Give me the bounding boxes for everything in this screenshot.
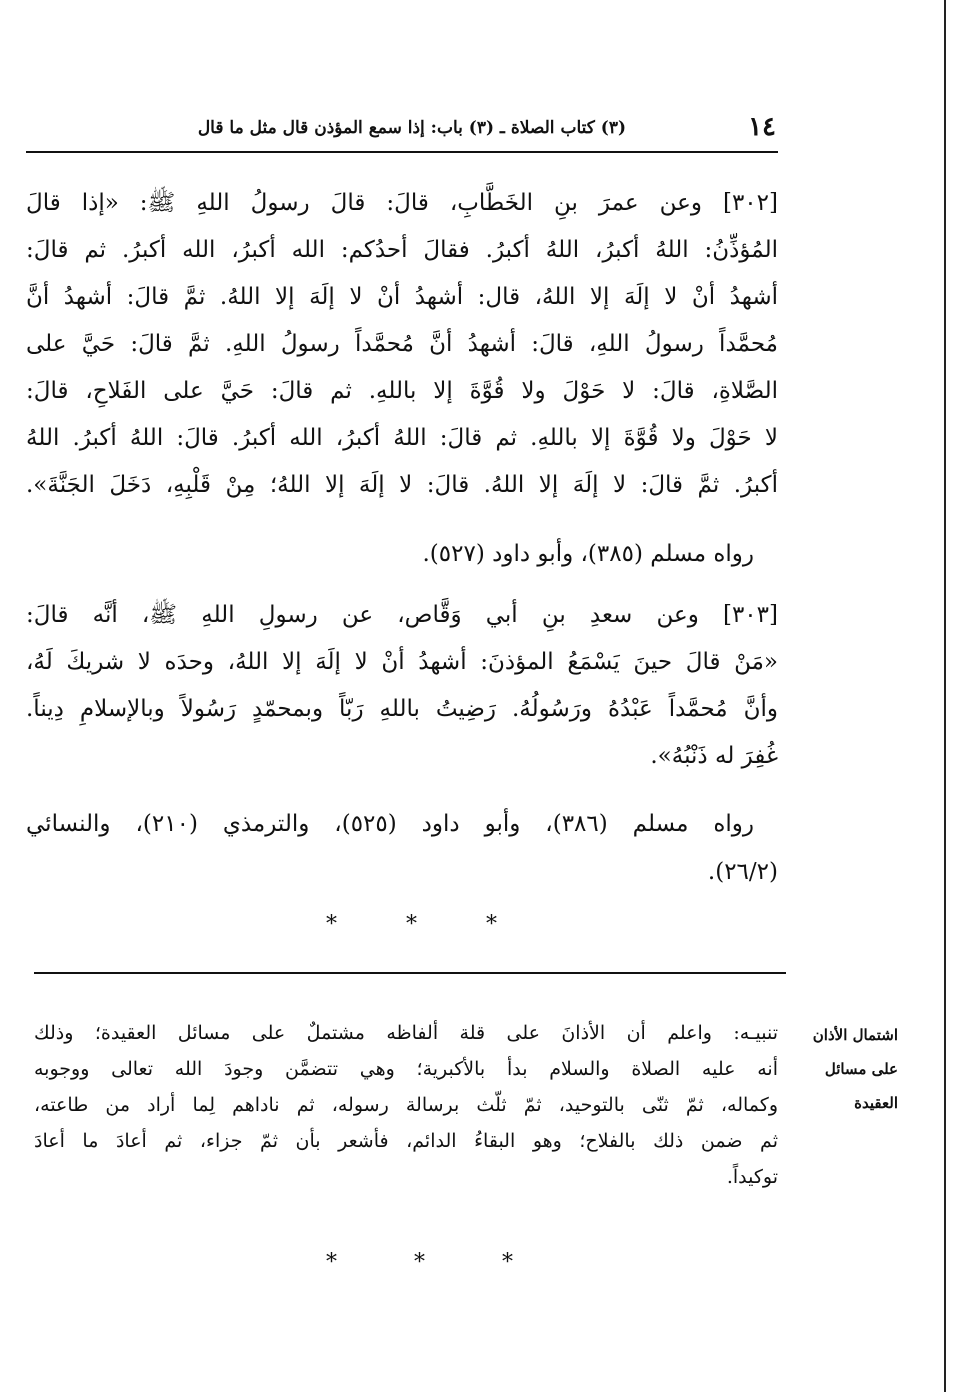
header-rule <box>26 151 778 153</box>
footnote-line: تنبيـه: واعلم أن الأذانَ على قلة ألفاظه مشتملٌ على مسائل العقيدة؛ وذلك <box>34 1022 778 1044</box>
hadith-302-line: [٣٠٢] وعن عمرَ بنِ الخَطَّابِ، قالَ: قالَ رسولُ اللهِ ﷺ: «إذا قالَ <box>26 190 778 216</box>
page-header <box>28 112 776 146</box>
footnote-rule <box>34 972 786 974</box>
hadith-302-line: المُؤذِّنُ: اللهُ أكبرُ، اللهُ أكبرُ. فقالَ أحدُكم: الله أكبرُ، الله أكبرُ. ثم قالَ: <box>26 237 778 263</box>
hadith-302-line: مُحمَّداً رسولُ اللهِ، قالَ: أشهدُ أنَّ مُحمَّداً رسولُ اللهِ. ثمَّ قالَ: حَيَّ على <box>26 331 778 357</box>
source-line: (٢٦/٢). <box>707 859 778 885</box>
star: * <box>326 912 337 937</box>
star: * <box>414 1250 425 1275</box>
margin-note-line: على مسائل <box>824 1060 898 1078</box>
hadith-303-line: غُفِرَ له ذَنْبُهُ». <box>650 743 778 769</box>
hadith-302-line: أكبرُ. ثمَّ قالَ: لا إلَهَ إلا اللهُ. قالَ: لا إلَهَ إلا اللهُ؛ مِنْ قَلْبِهِ، دَخَلَ الجَنَّةَ». <box>26 472 778 498</box>
footnote-line: أنه عليه الصلاة والسلام بدأ بالأكبرية؛ وهي تتضمَّن وجودَ الله تعالى ووجوبه <box>34 1058 778 1080</box>
hadith-302 <box>26 180 778 509</box>
hadith-302-line: الصَّلاةِ، قالَ: لا حَوْلَ ولا قُوَّةَ إلا باللهِ. ثم قالَ: حَيَّ على الفَلاحِ، قالَ: <box>26 378 778 404</box>
margin-note <box>798 1018 898 1120</box>
hadith-302-line: لا حَوْلَ ولا قُوَّةَ إلا باللهِ. ثم قالَ: اللهُ أكبرُ، الله أكبرُ. قالَ: اللهُ أكبرُ. اللهُ <box>26 425 778 451</box>
hadith-303-line: [٣٠٣] وعن سعدِ بنِ أبي وَقَّاص، عن رسولِ اللهِ ﷺ، أنَّه قالَ: <box>26 602 778 628</box>
running-title: (٣) كتاب الصلاة ـ (٣) باب: إذا سمع المؤذن قال مثل ما قال <box>197 118 626 138</box>
page-number: ١٤ <box>748 112 776 142</box>
star: * <box>502 1250 513 1275</box>
star: * <box>406 912 417 937</box>
hadith-302-source <box>26 530 778 578</box>
hadith-302-line: أشهدُ أنْ لا إلَهَ إلا اللهُ، قال: أشهدُ أنْ لا إلَهَ إلا اللهُ. ثمَّ قالَ: أشهدُ أنَّ <box>26 284 778 310</box>
star: * <box>326 1250 337 1275</box>
margin-note-line: العقيدة <box>854 1094 898 1112</box>
footnote <box>34 1015 778 1195</box>
source-line: رواه مسلم (٣٨٦)، وأبو داود (٥٢٥)، والترمذي (٢١٠)، والنسائي <box>26 811 754 837</box>
source-line: رواه مسلم (٣٨٥)، وأبو داود (٥٢٧). <box>422 541 754 567</box>
hadith-303-line: وأنَّ مُحمَّداً عَبْدُهُ ورَسُولُهُ. رَضِيتُ باللهِ رَبّاً وبمحمّدٍ رَسُولاً وبالإسلامِ دِيناً. <box>26 696 778 722</box>
hadith-303-line: «مَنْ قالَ حينَ يَسْمَعُ المؤذنَ: أشهدُ أنْ لا إلَهَ إلا اللهُ، وحدَه لا شريكَ لَهُ، <box>26 649 778 675</box>
star: * <box>486 912 497 937</box>
page-edge-line <box>944 0 946 1392</box>
hadith-303-source <box>26 800 778 896</box>
footnote-line: توكيداً. <box>726 1166 778 1188</box>
hadith-303 <box>26 592 778 780</box>
footnote-line: ثم ضمن ذلك بالفلاح؛ وهو البقاءُ الدائم، فأشعر بأن ثمّ جزاء، ثم أعادَ ما أعادَ <box>34 1130 778 1152</box>
footnote-line: وكماله، ثمّ ثنّى بالتوحيد، ثمّ ثلّث برسالة رسوله، ثم ناداهم لِما أراد من طاعته، <box>34 1094 778 1116</box>
margin-note-line: اشتمال الأذان <box>812 1026 898 1044</box>
